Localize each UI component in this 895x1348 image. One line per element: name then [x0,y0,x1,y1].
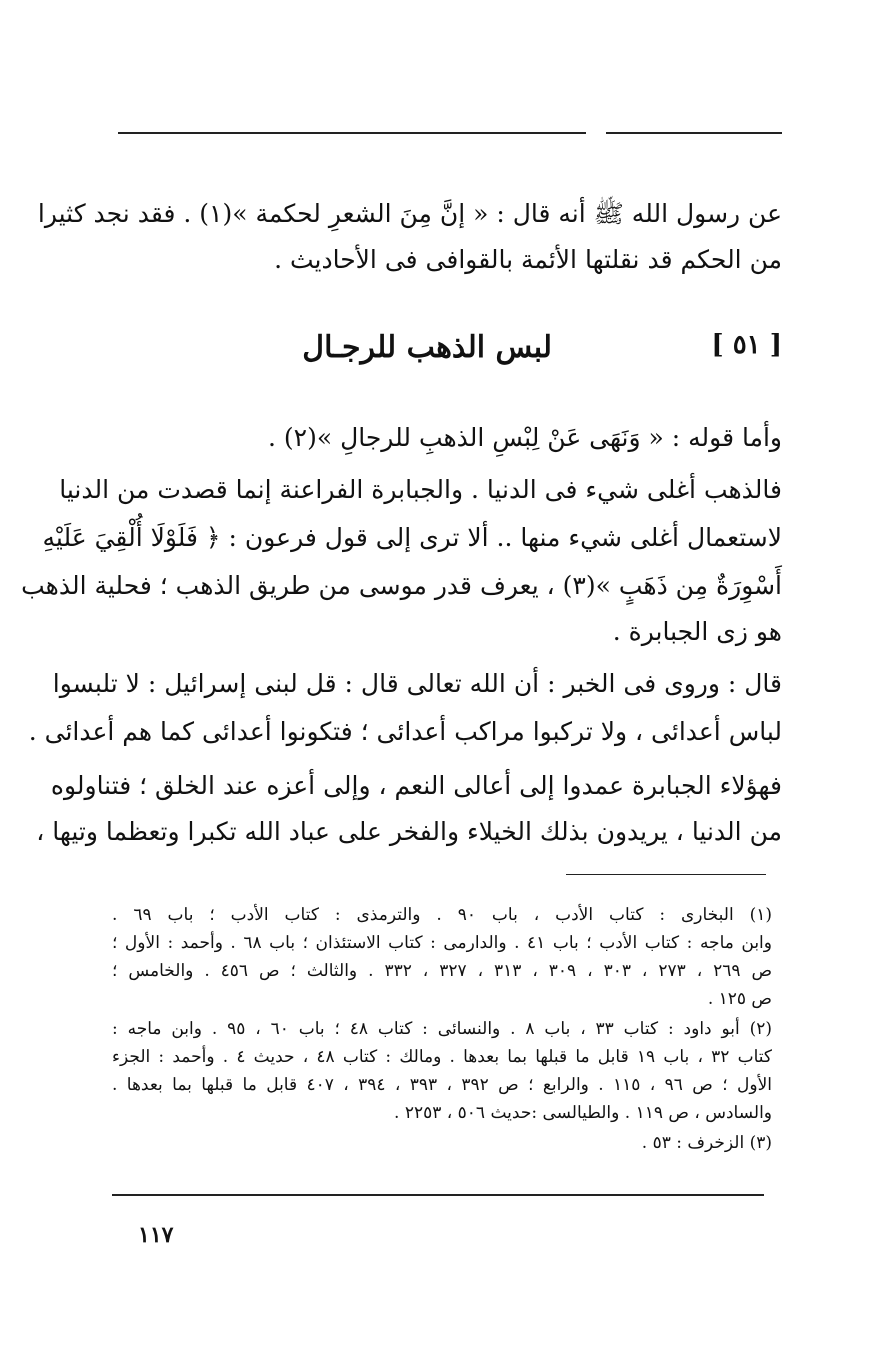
body-line: لاستعمال أغلى شيء منها .. ألا ترى إلى قول فرعون : ﴿ فَلَوْلَا أُلْقِيَ عَلَيْهِ [42,523,782,552]
footnote-line: والسادس ، ص ١١٩ . والطيالسى :حديث ٥٠٦ ، ٢٢٥٣ . [394,1103,772,1123]
bottom-rule [112,1194,764,1196]
footnote-line: (١) البخارى : كتاب الأدب ، باب ٩٠ . والترمذى : كتاب الأدب ؛ باب ٦٩ . [112,905,772,925]
footnote-line: (٢) أبو داود : كتاب ٣٣ ، باب ٨ . والنسائى : كتاب ٤٨ ؛ باب ٦٠ ، ٩٥ . وابن ماجه : [112,1019,772,1039]
body-line: عن رسول الله ﷺ أنه قال : « إنَّ مِنَ الشعرِ لحكمة »(١) . فقد نجد كثيرا [37,199,782,228]
footnote-divider [566,874,766,875]
body-line: قال : وروى فى الخبر : أن الله تعالى قال : قل لبنى إسرائيل : لا تلبسوا [52,669,782,698]
top-rule-left [118,132,586,134]
section-heading [112,330,782,374]
body-line: وأما قوله : « وَنَهَى عَنْ لِبْسِ الذهبِ للرجالِ »(٢) . [267,423,782,452]
body-line: أَسْوِرَةٌ مِن ذَهَبٍ »(٣) ، يعرف قدر موسى من طريق الذهب ؛ فحلية الذهب [21,571,782,600]
footnote-line: كتاب ٣٢ ، باب ١٩ قابل ما قبلها بما بعدها . ومالك : كتاب ٤٨ ، حديث ٤ . وأحمد : الجزء [112,1047,772,1067]
body-line: من الدنيا ، يريدون بذلك الخيلاء والفخر على عباد الله تكبرا وتعظما وتيها ، [36,817,782,846]
footnote-line: (٣) الزخرف : ٥٣ . [641,1133,772,1153]
top-rule-right [606,132,782,134]
footnote-line: ص ١٢٥ . [707,989,772,1009]
section-title: لبس الذهب للرجـال [302,330,552,365]
footnote-line: ص ٢٦٩ ، ٢٧٣ ، ٣٠٣ ، ٣٠٩ ، ٣١٣ ، ٣٢٧ ، ٣٣٢ . والثالث ؛ ص ٤٥٦ . والخامس ؛ [112,961,773,981]
body-line: لباس أعدائى ، ولا تركبوا مراكب أعدائى ؛ فتكونوا أعدائى كما هم أعدائى . [28,717,782,746]
body-line: فالذهب أغلى شيء فى الدنيا . والجبابرة الفراعنة إنما قصدت من الدنيا [59,475,782,504]
page-number: ١١٧ [138,1222,174,1248]
footnote-line: الأول ؛ ص ٩٦ ، ١١٥ . والرابع ؛ ص ٣٩٢ ، ٣٩٣ ، ٣٩٤ ، ٤٠٧ قابل ما قبلها بما بعدها . [112,1075,772,1095]
footnote-line: وابن ماجه : كتاب الأدب ؛ باب ٤١ . والدارمى : كتاب الاستئذان ؛ باب ٦٨ . وأحمد : الأول ؛ [112,933,772,953]
section-number: [ ٥١ ] [711,330,782,360]
body-line: من الحكم قد نقلتها الأئمة بالقوافى فى الأحاديث . [274,245,782,274]
body-line: هو زى الجبابرة . [612,617,782,646]
body-line: فهؤلاء الجبابرة عمدوا إلى أعالى النعم ، وإلى أعزه عند الخلق ؛ فتناولوه [50,771,782,800]
